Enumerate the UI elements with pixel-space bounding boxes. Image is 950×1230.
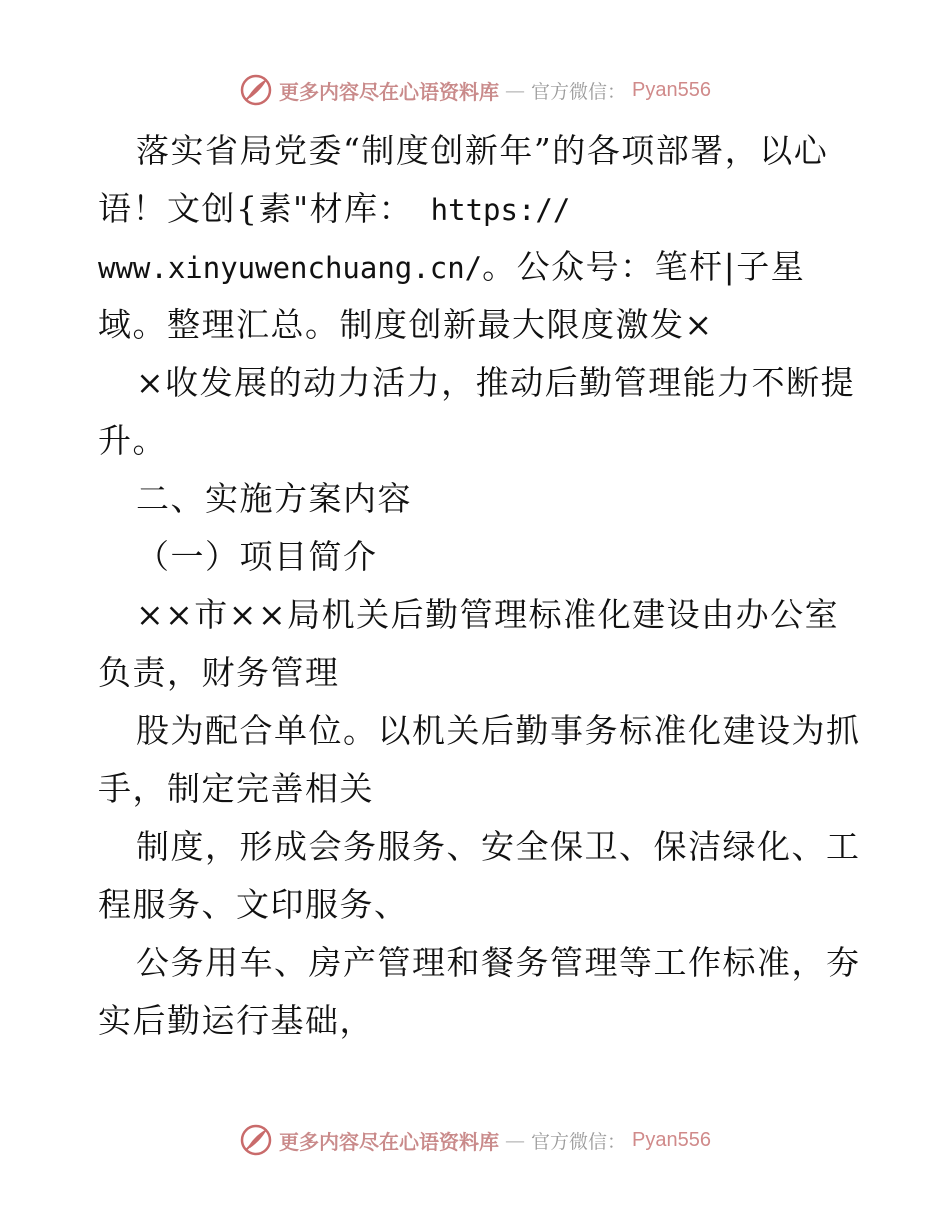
quill-logo-icon bbox=[239, 1123, 273, 1157]
watermark-brand: 更多内容尽在心语资料库 bbox=[279, 79, 499, 104]
watermark-brand: 更多内容尽在心语资料库 bbox=[279, 1129, 499, 1154]
text-segment: 语！文创 bbox=[98, 189, 236, 228]
text-line bbox=[98, 180, 868, 238]
url-fragment: https:// bbox=[413, 193, 571, 227]
text-line: 手，制定完善相关 bbox=[98, 769, 374, 808]
text-line: 公务用车、房产管理和餐务管理等工作标准，夯 bbox=[136, 943, 861, 982]
quill-logo-icon bbox=[239, 73, 273, 107]
text-line: ×收发展的动力活力，推动后勤管理能力不断提 bbox=[136, 363, 856, 402]
text-line: 域。整理汇总。制度创新最大限度激发× bbox=[98, 305, 714, 344]
text-line: ××市××局机关后勤管理标准化建设由办公室 bbox=[136, 595, 840, 634]
text-line bbox=[98, 238, 868, 296]
text-segment: 。公众号：笔杆|子星 bbox=[482, 247, 806, 286]
watermark-wechat-id: Pyan556 bbox=[632, 1128, 711, 1151]
text-line: 股为配合单位。以机关后勤事务标准化建设为抓 bbox=[136, 711, 861, 750]
document-body bbox=[98, 122, 868, 1050]
watermark-separator: — bbox=[505, 1128, 525, 1152]
text-line: 制度，形成会务服务、安全保卫、保洁绿化、工 bbox=[136, 827, 861, 866]
text-line: 负责，财务管理 bbox=[98, 653, 340, 692]
url-link: www.xinyuwenchuang.cn/ bbox=[98, 251, 483, 285]
section-heading: 二、实施方案内容 bbox=[136, 479, 412, 518]
text-segment: {素"材库： bbox=[236, 189, 414, 228]
watermark-wechat-label: 官方微信： bbox=[531, 1130, 627, 1153]
subsection-heading: （一）项目简介 bbox=[136, 537, 378, 576]
watermark-wechat-id: Pyan556 bbox=[632, 78, 711, 101]
text-line: 程服务、文印服务、 bbox=[98, 885, 409, 924]
text-line: 升。 bbox=[98, 421, 167, 460]
text-line: 实后勤运行基础， bbox=[98, 1001, 374, 1040]
header-watermark bbox=[0, 70, 950, 110]
text-line: 落实省局党委“制度创新年”的各项部署，以心 bbox=[136, 131, 829, 170]
watermark-wechat-label: 官方微信： bbox=[531, 80, 627, 103]
footer-watermark bbox=[0, 1120, 950, 1160]
watermark-separator: — bbox=[505, 78, 525, 102]
